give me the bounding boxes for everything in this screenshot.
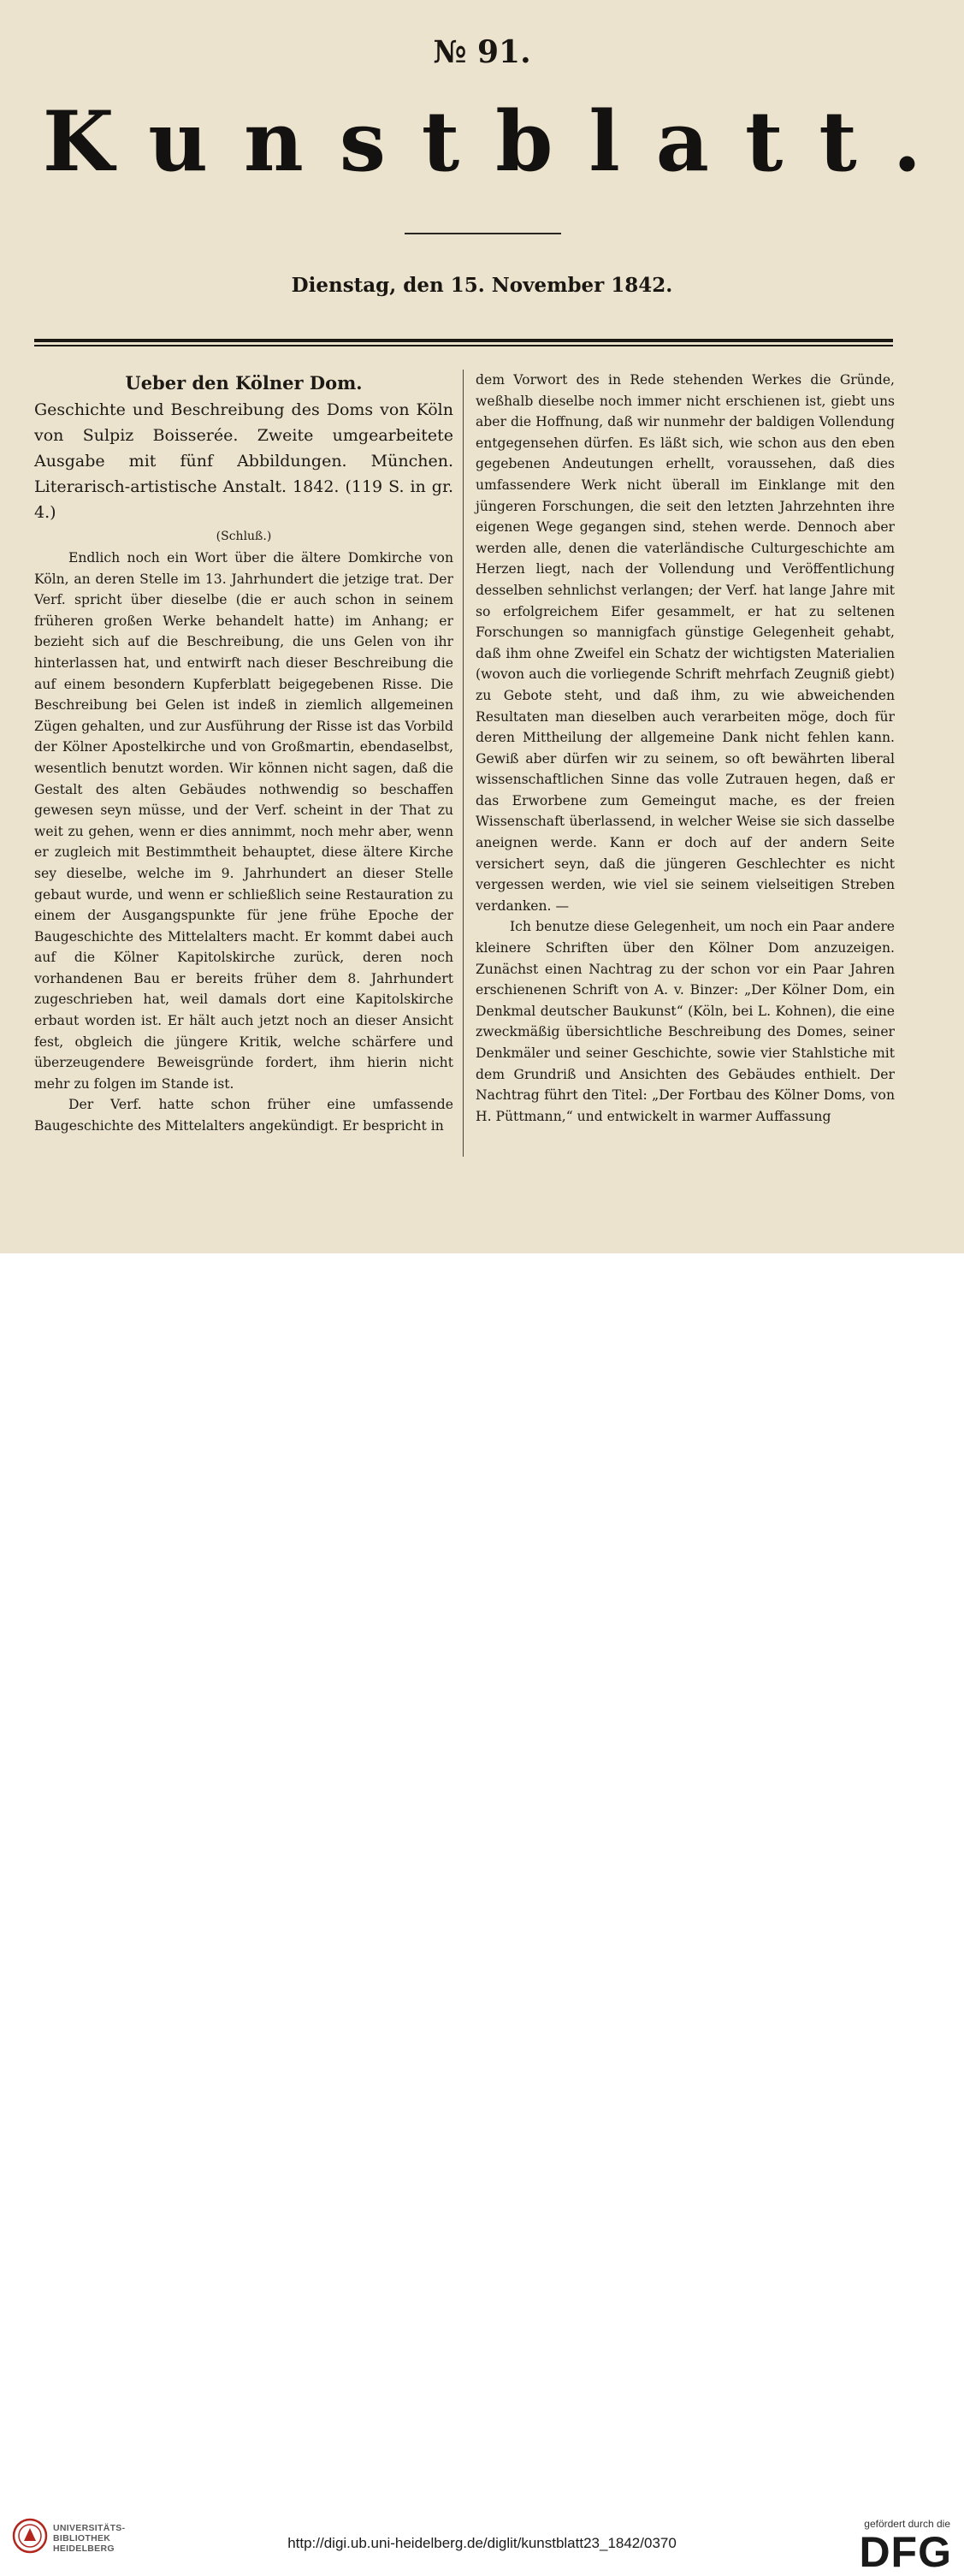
paragraph: Der Verf. hatte schon früher eine umfassende Baugeschichte des Mittelalters angekündigt. Er bespricht in: [34, 1097, 453, 1134]
dateline: Dienstag, den 15. November 1842.: [291, 274, 673, 297]
masthead-rule: [405, 233, 561, 234]
funded-by-label: gefördert durch die: [864, 2518, 950, 2530]
masthead-title: Kunstblatt.: [42, 93, 958, 190]
newspaper-page: [0, 0, 964, 1253]
paragraph: Ich benutze diese Gelegenheit, um noch ein Paar andere kleinere Schriften über den Kölner Dom anzuzeigen. Zunächst einen Nachtrag zu der schon vor ein Paar Jahren erschienenen Schrift von A. v. Binzer: „Der Kölner Dom, ein Denkmal deutscher Baukunst“ (Köln, bei L. Kohnen), die eine zweckmäßig übersichtliche Beschreibung des Domes, seiner Denkmäler und seiner Geschichte, sowie vier Stahlstiche mit dem Grundriß und Ansichten des Gebäudes enthielt. Der Nachtrag führt den Titel: „Der Fortbau des Kölner Doms, von H. Püttmann,“ und entwickelt in warmer Auffassung: [476, 919, 895, 1124]
continuation-mark: (Schluß.): [216, 530, 272, 543]
book-description: Geschichte und Beschreibung des Doms von Köln von Sulpiz Boisserée. Zweite umgearbeitete Ausgabe mit fünf Abbildungen. München. Literarisch-artistische Anstalt. 1842. (119 S. in gr. 4.): [34, 400, 453, 522]
issue-number: № 91.: [433, 34, 531, 70]
viewer-footer: [0, 1253, 964, 2576]
paragraph: dem Vorwort des in Rede stehenden Werkes die Gründe, weßhalb dieselbe noch immer nicht erschienen ist, giebt uns aber die Hoffnung, daß wir nunmehr der baldigen Vollendung entgegensehen dürfen. Es läßt sich, wie schon aus den eben gegebenen Andeutungen erhellt, voraussehen, daß dies umfassendere Werk nicht überall im Einklange mit den jüngeren Forschungen, die seit den letzten Jahrzehnten ihre eigenen Wege gegangen sind, stehen werde. Dennoch aber werden alle, denen die vaterländische Culturgeschichte am Herzen liegt, nach der Vollendung und Veröffentlichung desselben sehnlichst verlangen; der Verf. hat lange Jahre mit so erfolgreichem Eifer gesammelt, er hat zu seltenen Forschungen so mannigfach günstige Gelegenheit gehabt, daß ihm ohne Zweifel ein Schatz der wichtigsten Materialien (wovon auch die vorliegende Schrift mehrfach Zeugniß giebt) zu Gebote steht, und daß ihm, zu wie abweichenden Resultaten man dieselben auch verarbeiten möge, doch für deren Mittheilung der allgemeine Dank nicht fehlen kann. Gewiß aber dürfen wir zu seinem, so oft bewährten liberal wissenschaftlichen Sinne das volle Zutrauen hegen, daß er das Erworbene zum Gemeingut mache, es der freien Wissenschaft überlassend, in welcher Weise sie sich dasselbe aneignen werde. Kann er doch auf der andern Seite versichert seyn, daß die jüngeren Geschlechter es nicht vergessen werden, wie viel sie seinem vielseitigen Streben verdanken. —: [476, 372, 895, 914]
institution-name: UNIVERSITÄTS- BIBLIOTHEK HEIDELBERG: [53, 2523, 126, 2554]
header-double-rule: [34, 339, 893, 342]
left-column: [34, 370, 453, 1137]
right-column: [476, 370, 895, 1127]
column-divider: [463, 370, 464, 1157]
article-title: Ueber den Kölner Dom.: [125, 372, 363, 394]
page-url-link[interactable]: http://digi.ub.uni-heidelberg.de/diglit/kunstblatt23_1842/0370: [287, 2535, 677, 2551]
dfg-logo: DFG: [859, 2528, 952, 2576]
paragraph: Endlich noch ein Wort über die ältere Domkirche von Köln, an deren Stelle im 13. Jahrhundert die jetzige trat. Der Verf. spricht über dieselbe (die er auch schon in seinem früheren großen Werke behandelt hatte) im Anhang; er bezieht sich auf die Beschreibung, die uns Gelen von ihr hinterlassen hat, und entwirft nach dieser Beschreibung die auf einem besondern Kupferblatt beigegebenen Risse. Die Beschreibung bei Gelen ist indeß in ziemlich allgemeinen Zügen gehalten, und zur Ausführung der Risse ist das Vorbild der Kölner Apostelkirche und von Großmartin, ebendaselbst, wesentlich benutzt worden. Wir können nicht sagen, daß die Gestalt des alten Gebäudes nothwendig so beschaffen gewesen seyn müsse, und der Verf. scheint in der That zu weit zu gehen, wenn er dies annimmt, noch mehr aber, wenn er zugleich mit Bestimmtheit behauptet, diese ältere Kirche sey dieselbe, welche im 9. Jahrhundert an dieser Stelle gebaut wurde, und wenn er schließlich seine Restauration zu einem der Ausgangspunkte für jene frühe Epoche der Baugeschichte des Mittelalters macht. Er kommt dabei auch auf die Kölner Kapitolskirche zurück, deren noch vorhandenen Bau er bereits früher dem 8. Jahrhundert zugeschrieben hat, weil damals dort eine Kapitolskirche erbaut worden ist. Er hält auch jetzt noch an dieser Ansicht fest, obgleich die jüngere Kritik, welche schärfere und überzeugendere Beweisgründe fordert, ihm hierin nicht mehr zu folgen im Stande ist.: [34, 550, 453, 1092]
